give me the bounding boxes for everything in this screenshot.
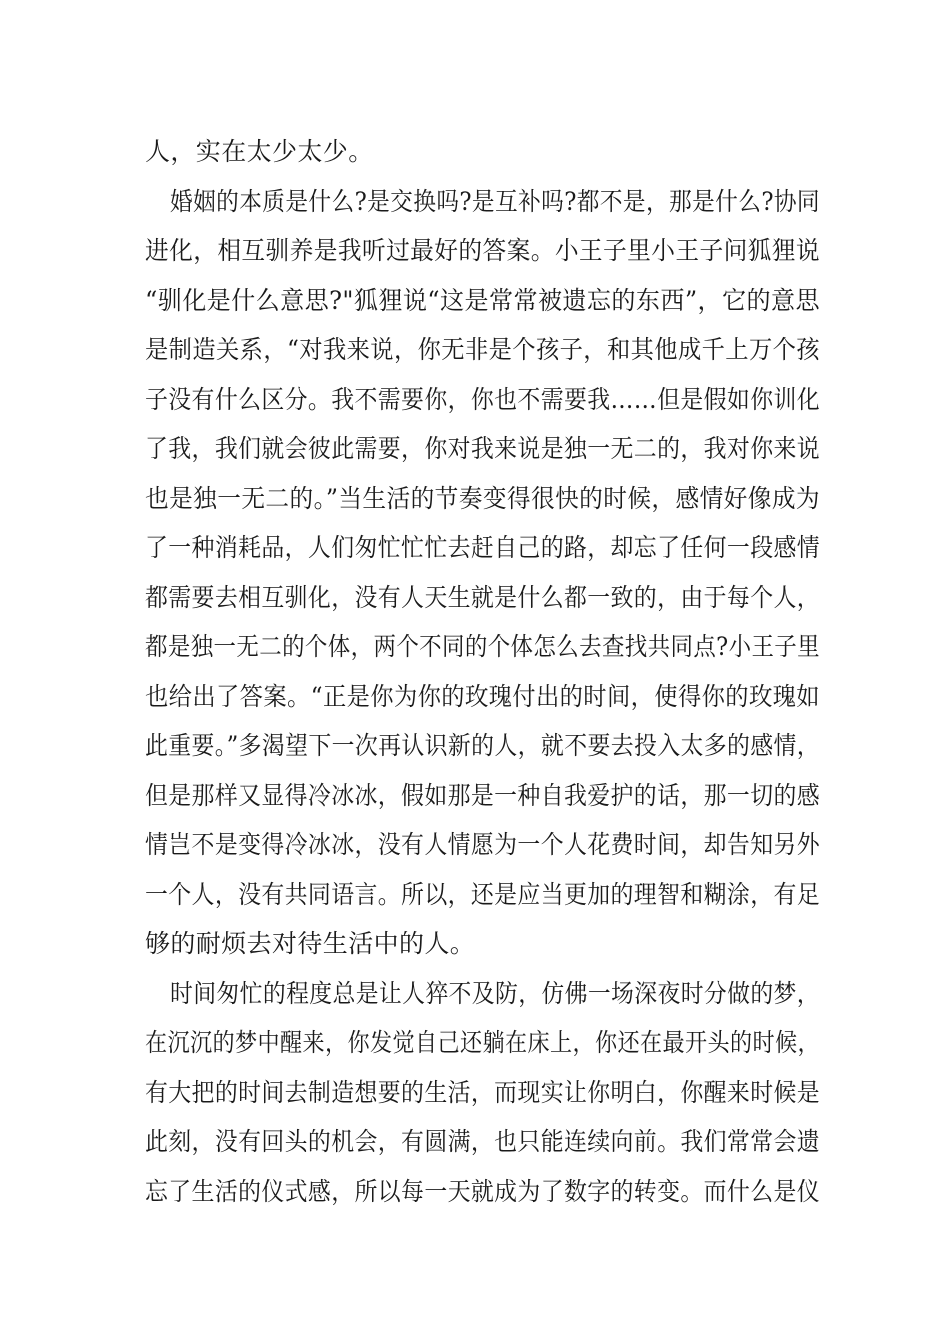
text-line-content: 有大把的时间去制造想要的生活，而现实让你明白，你醒来时候是 <box>145 1078 821 1107</box>
text-line-content: 都需要去相互驯化，没有人天生就是什么都一致的，由于每个人， <box>145 583 821 612</box>
text-line-content: “驯化是什么意思?"狐狸说“这是常常被遗忘的东西”，它的意思 <box>145 286 820 315</box>
text-line-content: 人，实在太少太少。 <box>145 137 374 166</box>
text-line-content: 一个人，没有共同语言。所以，还是应当更加的理智和糊涂，有足 <box>145 880 821 909</box>
text-line-content: 够的耐烦去对待生活中的人。 <box>145 929 476 958</box>
text-line-content: 也给出了答案。“正是你为你的玫瑰付出的时间，使得你的玫瑰如 <box>145 682 820 711</box>
text-line-content: 都是独一无二的个体，两个不同的个体怎么去查找共同点?小王子里 <box>145 632 820 661</box>
text-line-content: 了一种消耗品，人们匆忙忙忙去赶自己的路，却忘了任何一段感情 <box>145 533 821 562</box>
text-line-content: 子没有什么区分。我不需要你，你也不需要我……但是假如你训化 <box>145 385 821 414</box>
text-line-content: 此重要。”多渴望下一次再认识新的人，就不要去投入太多的感情， <box>145 731 820 760</box>
text-line-content: 了我，我们就会彼此需要，你对我来说是独一无二的，我对你来说 <box>145 434 821 463</box>
text-line-content: 也是独一无二的。”当生活的节奏变得很快的时候，感情好像成为 <box>145 484 821 513</box>
text-line-content: 婚姻的本质是什么?是交换吗?是互补吗?都不是，那是什么?协同 <box>170 187 821 216</box>
text-line-content: 此刻，没有回头的机会，有圆满，也只能连续向前。我们常常会遗 <box>145 1127 821 1156</box>
text-line-content: 进化，相互驯养是我听过最好的答案。小王子里小王子问狐狸说 <box>145 236 821 265</box>
text-line-content: 忘了生活的仪式感，所以每一天就成为了数字的转变。而什么是仪 <box>145 1177 821 1206</box>
text-line-content: 是制造关系，“对我来说，你无非是个孩子，和其他成千上万个孩 <box>145 335 820 364</box>
text-line-content: 时间匆忙的程度总是让人猝不及防，仿佛一场深夜时分做的梦， <box>170 979 820 1008</box>
text-line-content: 情岂不是变得冷冰冰，没有人情愿为一个人花费时间，却告知另外 <box>145 830 821 859</box>
text-line-content: 但是那样又显得冷冰冰，假如那是一种自我爱护的话，那一切的感 <box>145 781 821 810</box>
text-line-content: 在沉沉的梦中醒来，你发觉自己还躺在床上，你还在最开头的时候， <box>145 1028 820 1057</box>
